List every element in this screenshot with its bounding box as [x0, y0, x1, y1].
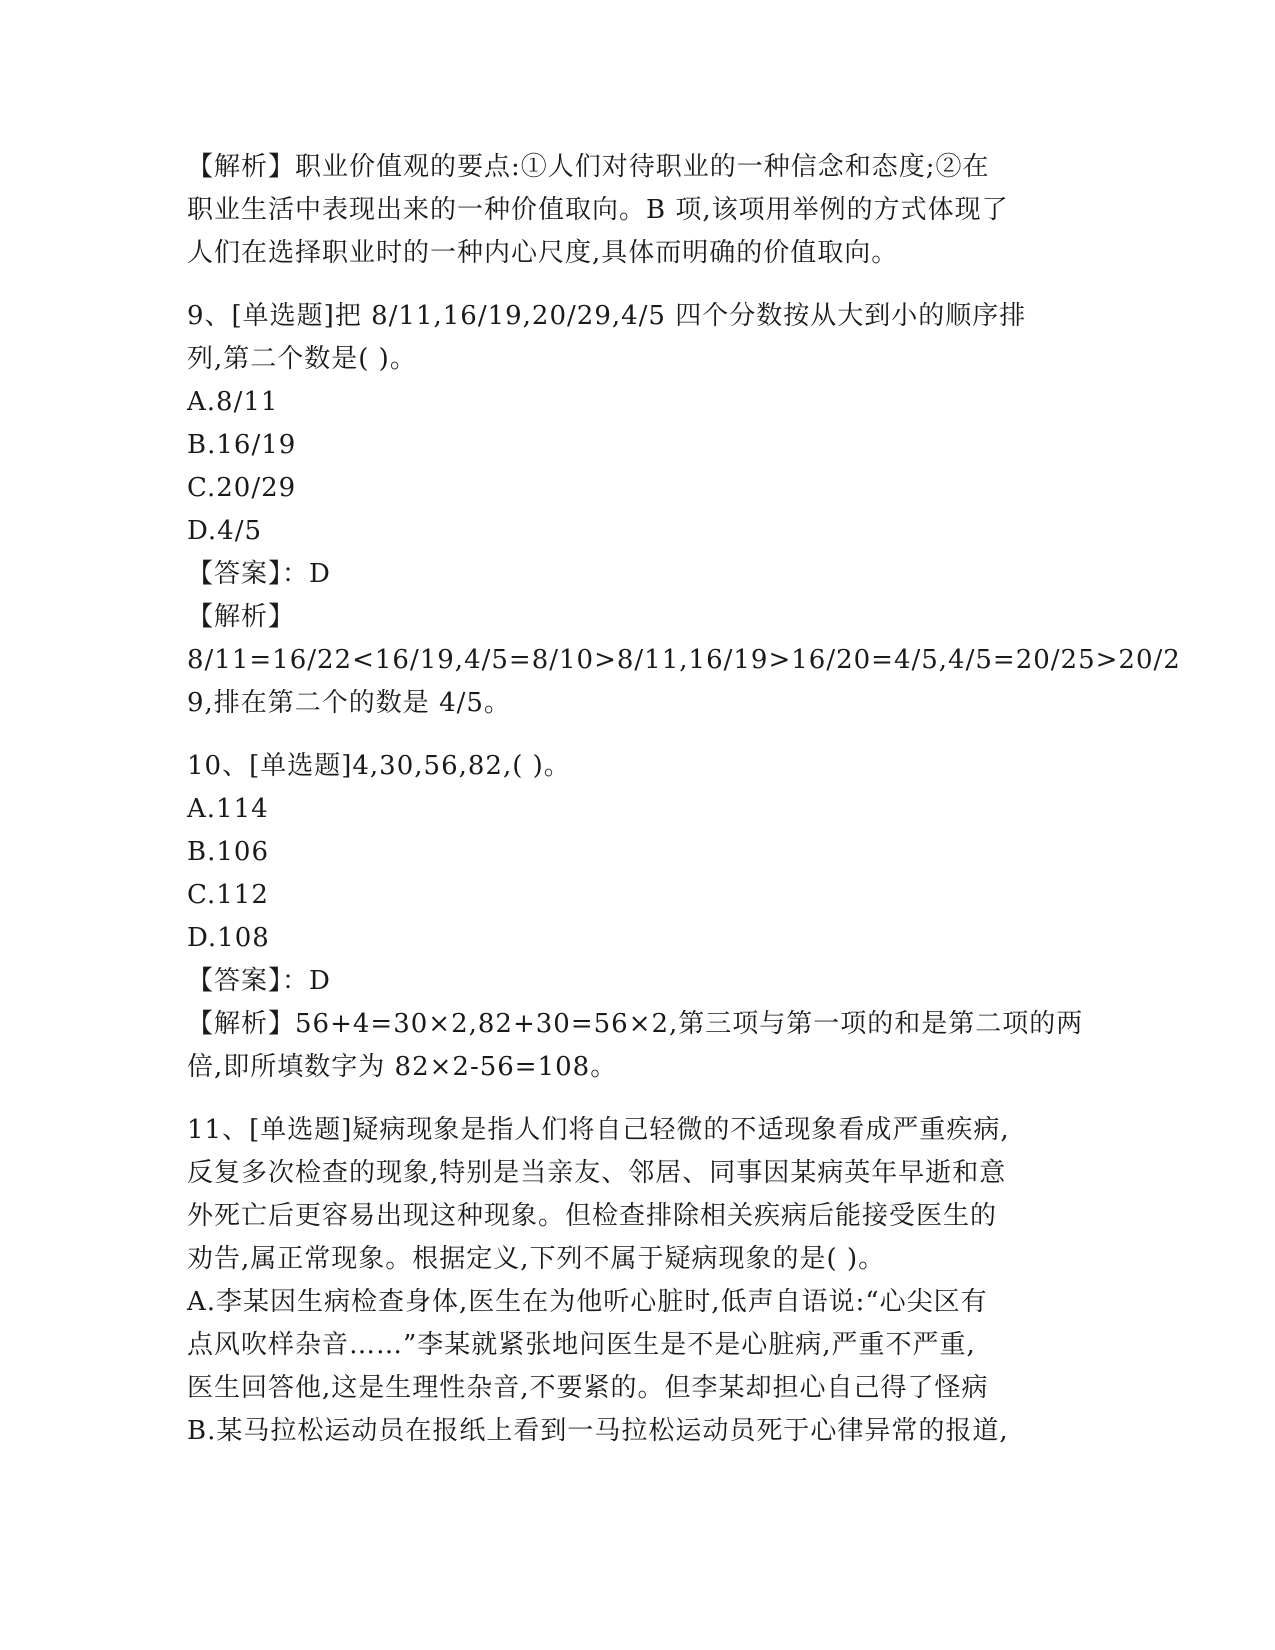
analysis-text: 倍,即所填数字为 82×2-56=108。	[187, 1052, 618, 1082]
question-stem: 反复多次检查的现象,特别是当亲友、邻居、同事因某病英年早逝和意	[187, 1158, 1007, 1188]
option-b: B.106	[187, 837, 269, 867]
option-b: B.16/19	[187, 430, 297, 460]
document-content	[187, 146, 1181, 1453]
analysis-text: 8/11=16/22<16/19,4/5=8/10>8/11,16/19>16/20=4/5,4/5=20/25>20/2	[187, 645, 1181, 675]
option-b: B.某马拉松运动员在报纸上看到一马拉松运动员死于心律异常的报道,	[187, 1416, 1009, 1446]
option-d: D.108	[187, 923, 270, 953]
question-stem: 9、[单选题]把 8/11,16/19,20/29,4/5 四个分数按从大到小的顺序排	[187, 301, 1027, 331]
question-10	[187, 745, 1084, 1089]
option-a-continued: 点风吹样杂音……”李某就紧张地问医生是不是心脏病,严重不严重,	[187, 1330, 976, 1360]
text-line: 职业生活中表现出来的一种价值取向。B 项,该项用举例的方式体现了	[187, 195, 1009, 225]
option-a: A.李某因生病检查身体,医生在为他听心脏时,低声自语说:“心尖区有	[187, 1287, 988, 1317]
option-d: D.4/5	[187, 516, 263, 546]
question-stem: 列,第二个数是( )。	[187, 344, 417, 374]
q8-analysis	[187, 146, 1077, 275]
answer: 【答案】：D	[187, 559, 331, 589]
option-c: C.112	[187, 880, 269, 910]
option-a-continued: 医生回答他,这是生理性杂音,不要紧的。但李某却担心自己得了怪病	[187, 1373, 989, 1403]
text-line: 【解析】职业价值观的要点:①人们对待职业的一种信念和态度;②在	[187, 152, 990, 182]
question-stem: 10、[单选题]4,30,56,82,( )。	[187, 751, 571, 781]
analysis-label: 【解析】	[187, 602, 296, 632]
option-c: C.20/29	[187, 473, 297, 503]
question-9	[187, 295, 1181, 725]
question-11	[187, 1109, 1077, 1453]
option-a: A.8/11	[187, 387, 279, 417]
question-stem: 外死亡后更容易出现这种现象。但检查排除相关疾病后能接受医生的	[187, 1201, 998, 1231]
text-line: 人们在选择职业时的一种内心尺度,具体而明确的价值取向。	[187, 238, 899, 268]
question-stem: 11、[单选题]疑病现象是指人们将自己轻微的不适现象看成严重疾病,	[187, 1115, 1010, 1145]
answer: 【答案】：D	[187, 966, 331, 996]
option-a: A.114	[187, 794, 269, 824]
analysis-text: 9,排在第二个的数是 4/5。	[187, 688, 511, 718]
analysis-text: 【解析】56+4=30×2,82+30=56×2,第三项与第一项的和是第二项的两	[187, 1009, 1084, 1039]
question-stem: 劝告,属正常现象。根据定义,下列不属于疑病现象的是( )。	[187, 1244, 886, 1274]
